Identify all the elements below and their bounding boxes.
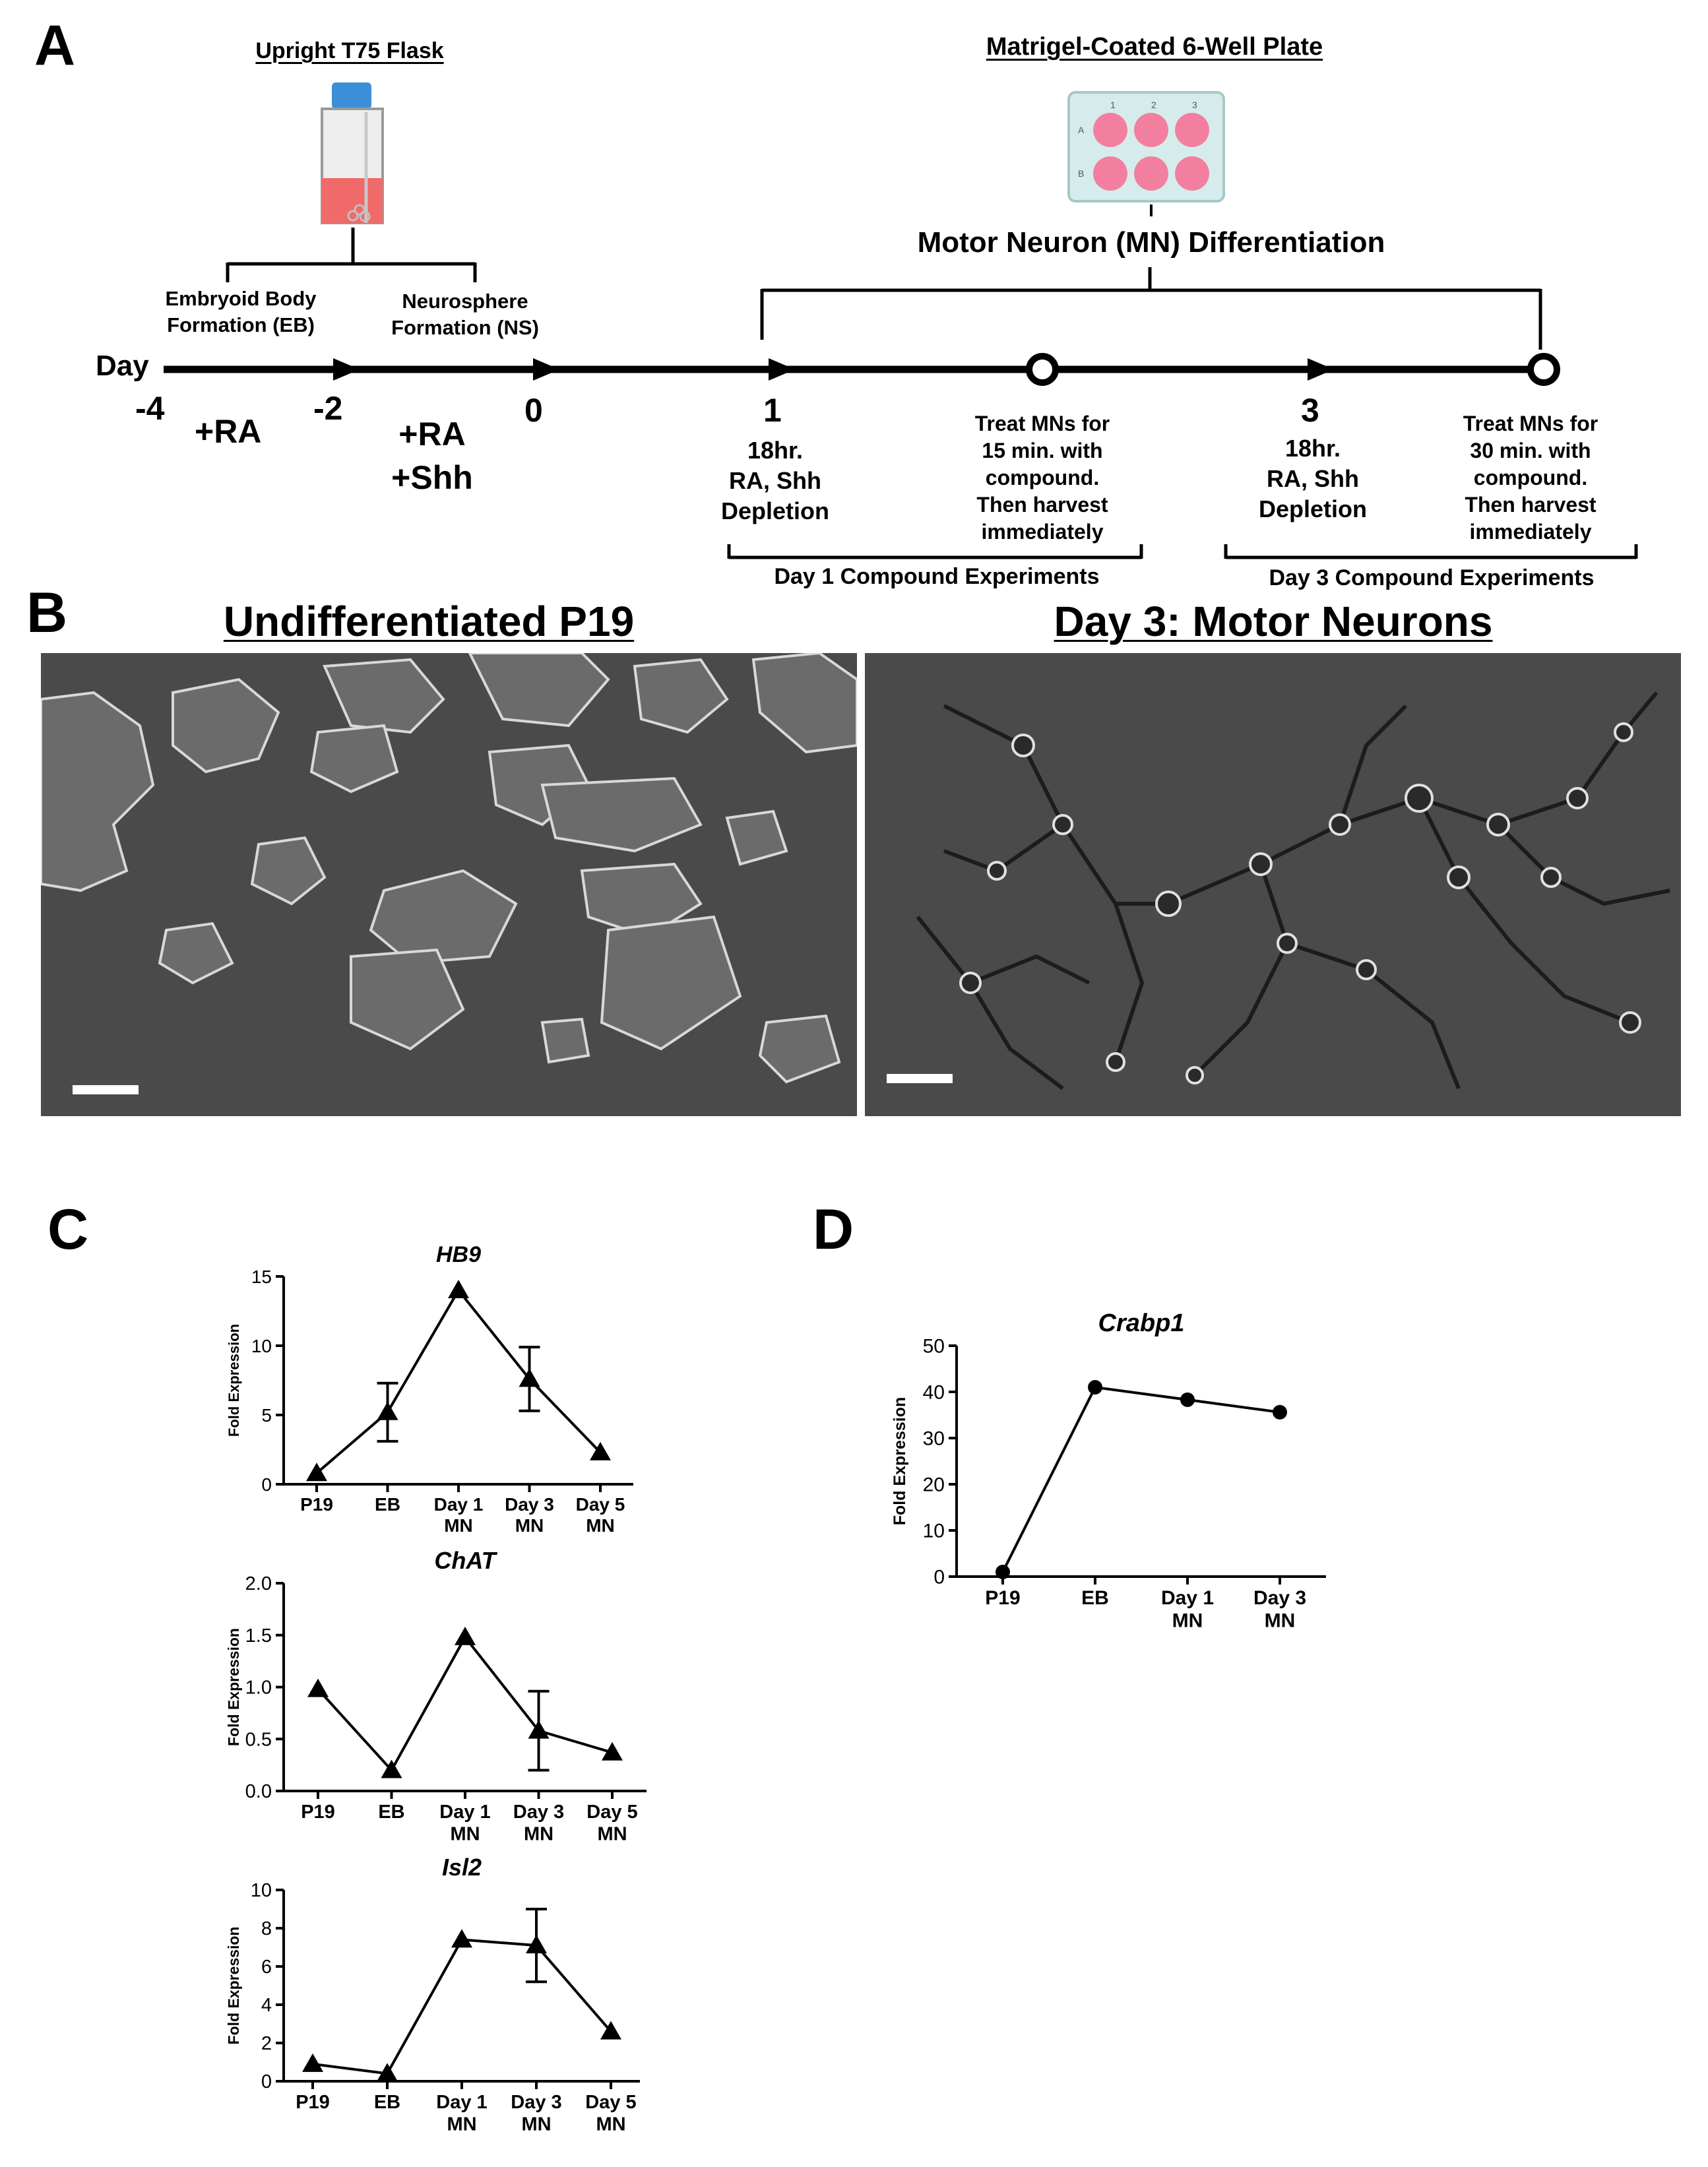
x-tick-label: Day 3 — [513, 1802, 565, 1823]
treat30-line-5: immediately — [1469, 520, 1592, 544]
crabp1-chart — [884, 1303, 1346, 1646]
y-tick-label: 8 — [261, 1918, 272, 1940]
data-point-triangle — [302, 2054, 323, 2072]
y-tick-label: 2 — [261, 2033, 272, 2055]
series-line — [1003, 1387, 1280, 1572]
ra-line: +RA — [398, 416, 466, 453]
chat-chart — [218, 1550, 680, 1860]
x-tick-label: EB — [375, 1494, 400, 1515]
dep1-line-1: 18hr. — [747, 437, 804, 464]
treat15-line-4: Then harvest — [976, 493, 1108, 517]
treat15-line-5: immediately — [981, 520, 1104, 544]
data-point-triangle — [307, 1679, 329, 1697]
x-tick-label: P19 — [985, 1587, 1021, 1609]
y-tick-label: 5 — [261, 1404, 272, 1426]
data-point-triangle — [455, 1627, 476, 1645]
six-well-plate-icon — [1069, 92, 1224, 201]
y-axis-label: Fold Expression — [225, 1628, 242, 1746]
y-tick-label: 6 — [261, 1957, 272, 1978]
chart-title: Isl2 — [441, 1857, 482, 1881]
shh-line: +Shh — [391, 459, 473, 496]
dep3-line-1: 18hr. — [1284, 435, 1341, 462]
treat-30min-label — [1432, 410, 1629, 546]
y-tick-label: 30 — [922, 1428, 945, 1450]
treat-15min-label — [943, 410, 1141, 546]
x-tick-label: Day 1 — [439, 1802, 491, 1823]
depletion-day3-label — [1224, 433, 1402, 524]
data-point-triangle — [448, 1280, 469, 1298]
y-tick-label: 10 — [250, 1880, 272, 1902]
data-point-triangle — [377, 1402, 398, 1420]
ra-shh-treatment-label — [369, 412, 495, 499]
y-tick-label: 20 — [922, 1474, 945, 1496]
x-tick-label: MN — [1264, 1610, 1296, 1632]
y-tick-label: 2.0 — [245, 1573, 272, 1595]
y-axis-label: Fold Expression — [226, 1323, 242, 1437]
data-point-circle — [1273, 1405, 1287, 1420]
y-tick-label: 0.5 — [245, 1729, 272, 1751]
panel-label-a: A — [34, 14, 76, 77]
treat30-line-1: Treat MNs for — [1463, 412, 1598, 435]
x-tick-label: MN — [515, 1515, 544, 1536]
eb-formation-label — [142, 286, 340, 338]
x-tick-label: Day 1 — [433, 1494, 484, 1515]
flask-title: Upright T75 Flask — [255, 38, 444, 63]
data-point-circle — [1088, 1380, 1102, 1395]
x-tick-label: MN — [597, 1823, 627, 1845]
y-tick-label: 1.5 — [245, 1625, 272, 1647]
neurons-image — [865, 653, 1681, 1116]
treat30-line-3: compound. — [1473, 466, 1588, 489]
day-minus-4: -4 — [135, 390, 165, 427]
x-tick-label: Day 3 — [511, 2092, 562, 2113]
ra-treatment-label: +RA — [195, 413, 262, 450]
x-tick-label: Day 1 — [1160, 1587, 1215, 1609]
dep3-line-2: RA, Shh — [1267, 465, 1359, 492]
t75-flask-icon — [322, 82, 383, 223]
x-tick-label: Day 3 — [505, 1494, 554, 1515]
treat30-line-4: Then harvest — [1465, 493, 1597, 517]
svg-text:3: 3 — [1192, 100, 1197, 110]
x-tick-label: MN — [1172, 1610, 1203, 1632]
y-tick-label: 1.0 — [245, 1677, 272, 1699]
x-tick-label: MN — [596, 2114, 626, 2135]
x-tick-label: MN — [450, 1823, 480, 1845]
y-tick-label: 40 — [922, 1381, 945, 1404]
treat15-line-2: 15 min. with — [982, 439, 1103, 462]
dep1-line-2: RA, Shh — [729, 467, 821, 494]
plate-title: Matrigel-Coated 6-Well Plate — [986, 33, 1323, 61]
y-tick-label: 10 — [251, 1335, 272, 1356]
data-point-triangle — [451, 1929, 472, 1947]
panel-label-c: C — [47, 1198, 89, 1261]
eb-line-2: Formation (EB) — [167, 313, 315, 336]
x-tick-label: Day 1 — [436, 2092, 488, 2113]
svg-text:A: A — [1078, 125, 1085, 135]
y-tick-label: 0 — [933, 1566, 945, 1588]
svg-text:1: 1 — [1110, 100, 1116, 110]
dep3-line-3: Depletion — [1258, 495, 1367, 522]
y-tick-label: 0.0 — [245, 1781, 272, 1803]
x-tick-label: MN — [521, 2114, 552, 2135]
ns-line-2: Formation (NS) — [391, 316, 539, 339]
p19-colonies-image — [41, 653, 857, 1116]
chart-title: Crabp1 — [1098, 1309, 1185, 1337]
depletion-day1-label — [686, 435, 864, 526]
dep1-line-3: Depletion — [720, 497, 829, 524]
y-tick-label: 0 — [261, 1474, 272, 1495]
x-tick-label: Day 5 — [586, 1802, 638, 1823]
y-tick-label: 15 — [251, 1266, 272, 1287]
eb-line-1: Embryoid Body — [165, 287, 317, 310]
data-point-circle — [1180, 1393, 1195, 1407]
y-tick-label: 4 — [261, 1995, 272, 2017]
y-tick-label: 50 — [922, 1335, 945, 1358]
day-1: 1 — [763, 392, 782, 429]
svg-text:2: 2 — [1151, 100, 1156, 110]
x-tick-label: EB — [1081, 1587, 1109, 1609]
series-line — [313, 1939, 611, 2073]
treat15-line-3: compound. — [985, 466, 1100, 489]
day1-experiments-label: Day 1 Compound Experiments — [774, 564, 1100, 589]
day-minus-2: -2 — [313, 390, 343, 427]
x-tick-label: P19 — [296, 2092, 330, 2113]
x-tick-label: EB — [373, 2092, 401, 2113]
motor-neurons-micrograph — [865, 653, 1681, 1116]
x-tick-label: MN — [586, 1515, 615, 1536]
chart-title: ChAT — [434, 1550, 496, 1574]
data-point-circle — [996, 1565, 1010, 1579]
day3-experiments-label: Day 3 Compound Experiments — [1269, 565, 1595, 590]
undifferentiated-p19-micrograph — [41, 653, 857, 1116]
y-tick-label: 0 — [261, 2071, 272, 2093]
chart-title: HB9 — [435, 1242, 482, 1267]
undifferentiated-title: Undifferentiated P19 — [223, 598, 635, 645]
x-tick-label: P19 — [301, 1802, 335, 1823]
y-tick-label: 10 — [922, 1520, 945, 1542]
ns-formation-label — [366, 288, 564, 341]
mn-differentiation-label: Motor Neuron (MN) Differentiation — [917, 226, 1385, 259]
treat30-line-2: 30 min. with — [1470, 439, 1591, 462]
panel-label-d: D — [813, 1198, 854, 1261]
motor-neurons-title: Day 3: Motor Neurons — [1054, 598, 1493, 645]
x-tick-label: Day 5 — [575, 1494, 625, 1515]
panel-label-b: B — [26, 581, 68, 644]
x-tick-label: Day 5 — [585, 2092, 637, 2113]
y-axis-label: Fold Expression — [225, 1926, 242, 2045]
treat15-line-1: Treat MNs for — [974, 412, 1110, 435]
x-tick-label: MN — [447, 2114, 477, 2135]
series-line — [318, 1637, 612, 1771]
day-axis-label: Day — [96, 350, 149, 382]
hb9-chart — [218, 1240, 680, 1550]
x-tick-label: MN — [523, 1823, 554, 1845]
series-line — [317, 1290, 600, 1473]
svg-text:B: B — [1078, 168, 1085, 179]
x-tick-label: P19 — [300, 1494, 333, 1515]
x-tick-label: EB — [378, 1802, 405, 1823]
isl2-chart — [218, 1857, 680, 2164]
day-3: 3 — [1301, 392, 1319, 429]
day-0: 0 — [524, 392, 543, 429]
y-axis-label: Fold Expression — [891, 1397, 909, 1526]
x-tick-label: MN — [444, 1515, 473, 1536]
x-tick-label: Day 3 — [1253, 1587, 1307, 1609]
ns-line-1: Neurosphere — [402, 290, 528, 313]
